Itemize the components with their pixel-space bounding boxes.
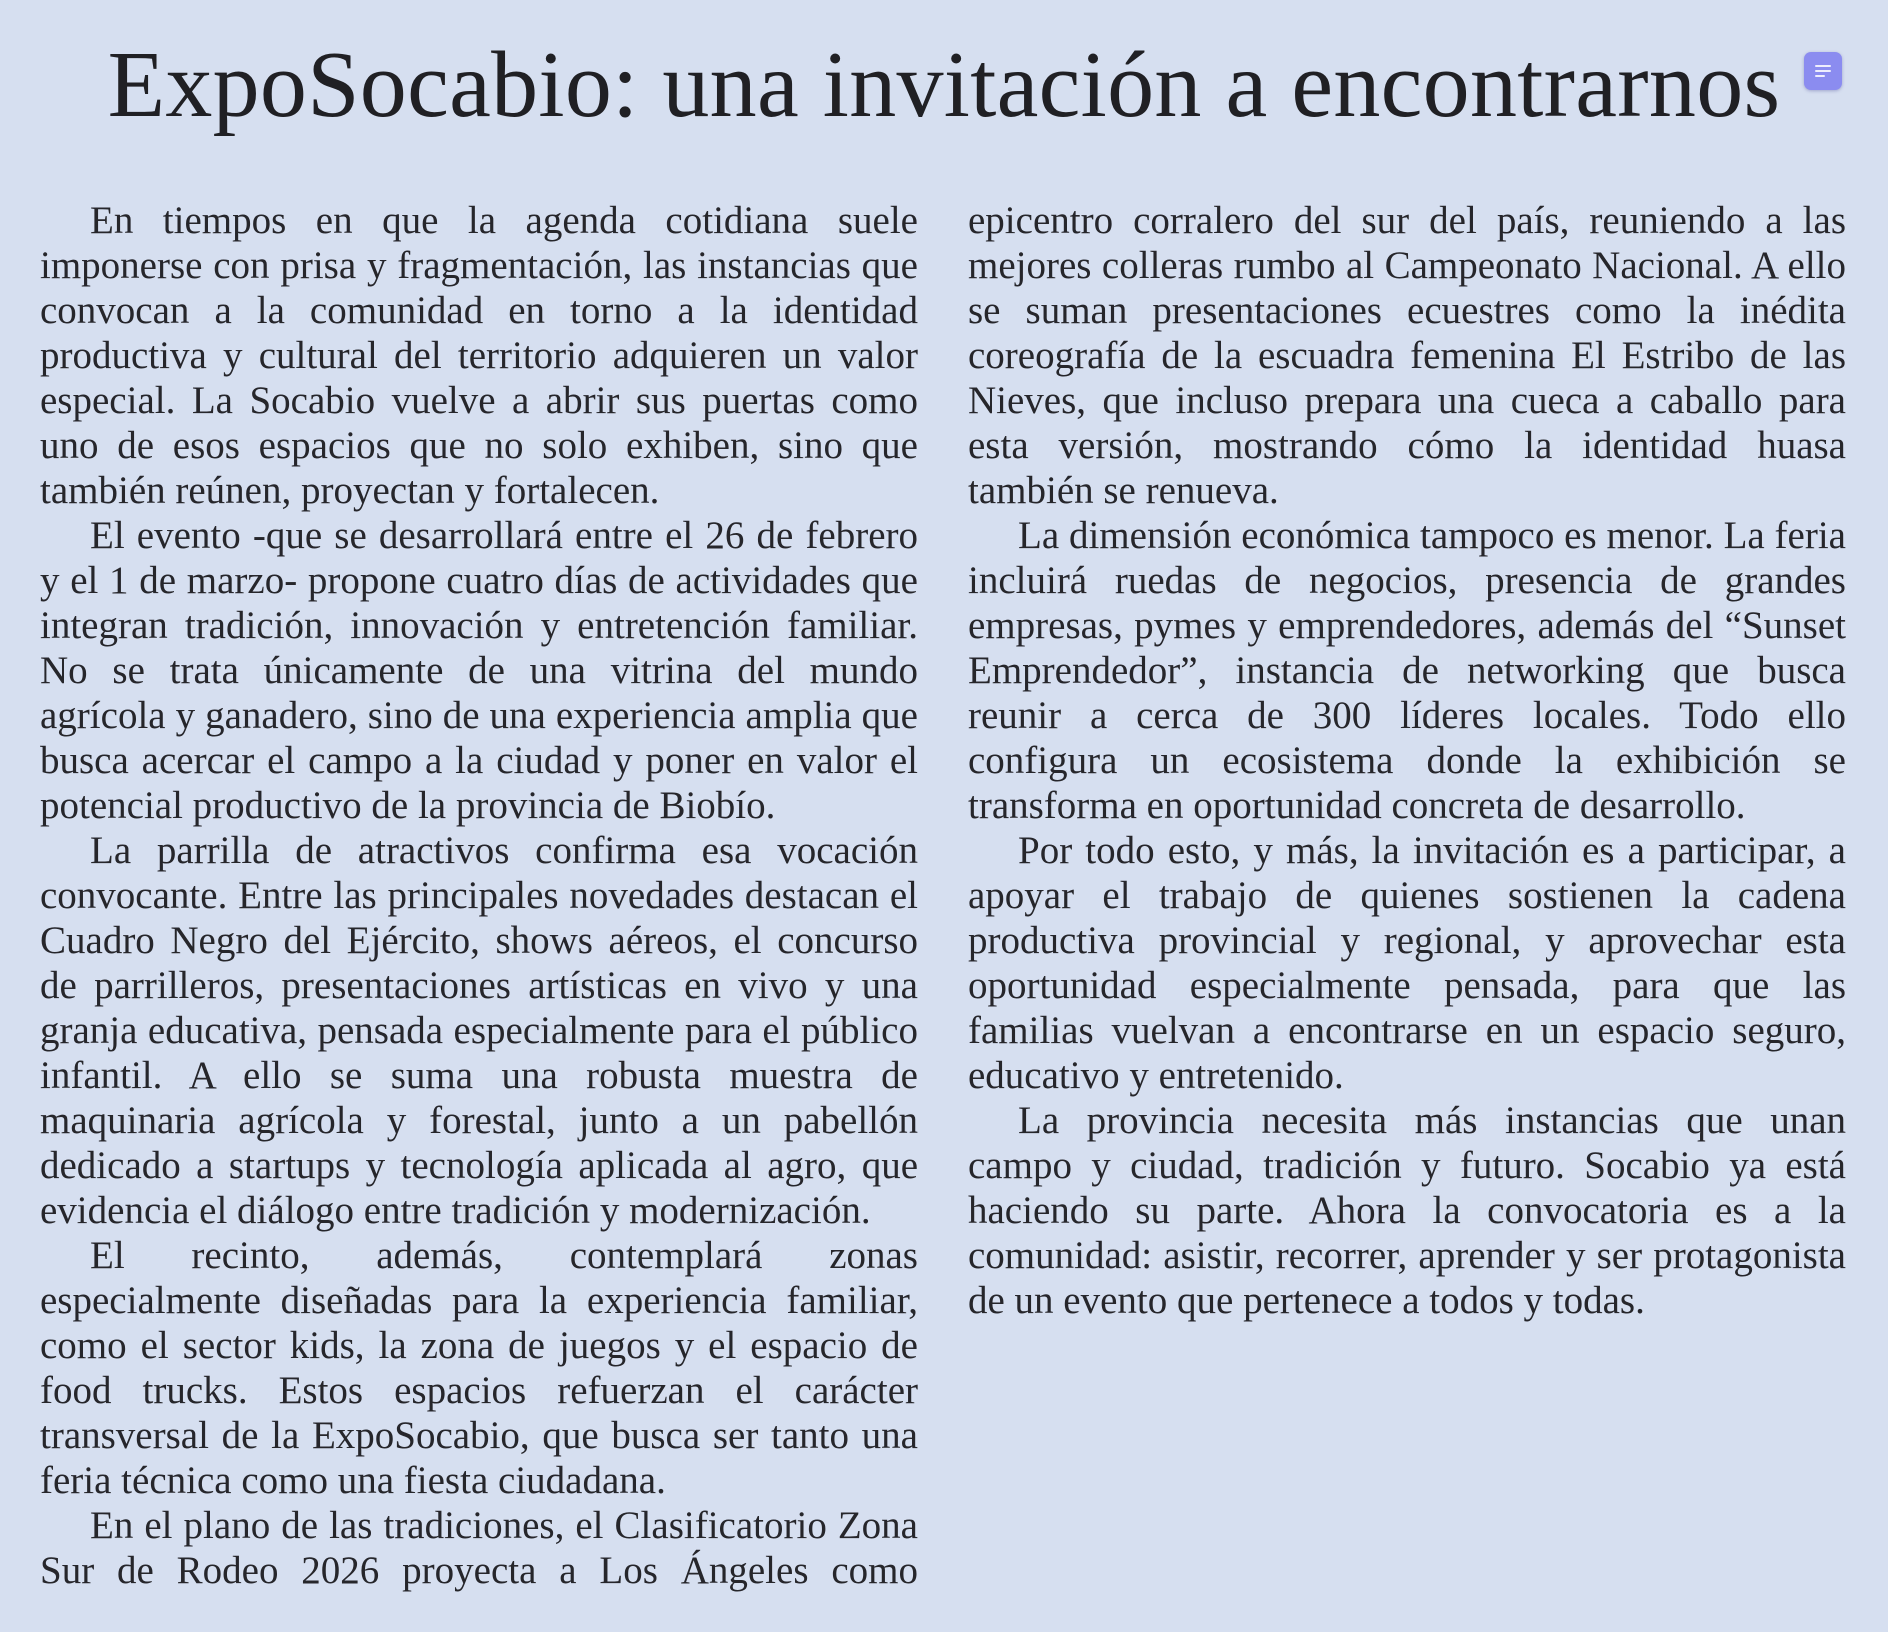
- article-paragraph: El recinto, además, contemplará zonas especialmente diseñadas para la experiencia familiar, como el sector kids, la zona de juegos y el espacio de food trucks. Estos espacios refuerzan el carácter transversal de la ExpoSocabio, que busca ser tanto una feria técnica como una fiesta ciudadana.: [40, 1234, 918, 1502]
- article-paragraph: En tiempos en que la agenda cotidiana suele imponerse con prisa y fragmentación, las instancias que convocan a la comunidad en torno a la identidad productiva y cultural del territorio adquieren un valor especial. La Socabio vuelve a abrir sus puertas como uno de esos espacios que no solo exhiben, sino que también reúnen, proyectan y fortalecen.: [40, 199, 918, 512]
- article-paragraph: Por todo esto, y más, la invitación es a participar, a apoyar el trabajo de quienes sostienen la cadena productiva provincial y regional, y aprovechar esta oportunidad especialmente pensada, para que las familias vuelvan a encontrarse en un espacio seguro, educativo y entretenido.: [968, 829, 1846, 1097]
- note-button[interactable]: [1804, 52, 1842, 90]
- article-paragraph: La parrilla de atractivos confirma esa vocación convocante. Entre las principales novedades destacan el Cuadro Negro del Ejército, shows aéreos, el concurso de parrilleros, presentaciones artísticas en vivo y una granja educativa, pensada especialmente para el público infantil. A ello se suma una robusta muestra de maquinaria agrícola y forestal, junto a un pabellón dedicado a startups y tecnología aplicada al agro, que evidencia el diálogo entre tradición y modernización.: [40, 829, 918, 1232]
- note-lines-icon: [1804, 52, 1842, 90]
- article-paragraph: La provincia necesita más instancias que unan campo y ciudad, tradición y futuro. Socabio ya está haciendo su parte. Ahora la convocatoria es a la comunidad: asistir, recorrer, aprender y ser protagonista de un evento que pertenece a todos y todas.: [968, 1099, 1846, 1322]
- article-paragraph: En el plano de las tradiciones, el Clasificatorio Zona Sur de Rodeo 2026 proyecta a Los Ángeles como epicentro corralero del sur del país, reuniendo a las mejores colleras rumbo al Campeonato Nacional. A ello se suman presentaciones ecuestres como la inédita coreografía de la escuadra femenina El Estribo de las Nieves, que incluso prepara una cueca a caballo para esta versión, mostrando cómo la identidad huasa también se renueva.: [40, 199, 1846, 1592]
- article-title: ExpoSocabio: una invitación a encontrarnos: [107, 33, 1781, 137]
- article-body: [40, 198, 1846, 1598]
- article-paragraph: El evento -que se desarrollará entre el 26 de febrero y el 1 de marzo- propone cuatro días de actividades que integran tradición, innovación y entretención familiar. No se trata únicamente de una vitrina del mundo agrícola y ganadero, sino de una experiencia amplia que busca acercar el campo a la ciudad y poner en valor el potencial productivo de la provincia de Biobío.: [40, 514, 918, 827]
- article-paragraph: La dimensión económica tampoco es menor. La feria incluirá ruedas de negocios, presencia de grandes empresas, pymes y emprendedores, además del “Sunset Emprendedor”, instancia de networking que busca reunir a cerca de 300 líderes locales. Todo ello configura un ecosistema donde la exhibición se transforma en oportunidad concreta de desarrollo.: [968, 514, 1846, 827]
